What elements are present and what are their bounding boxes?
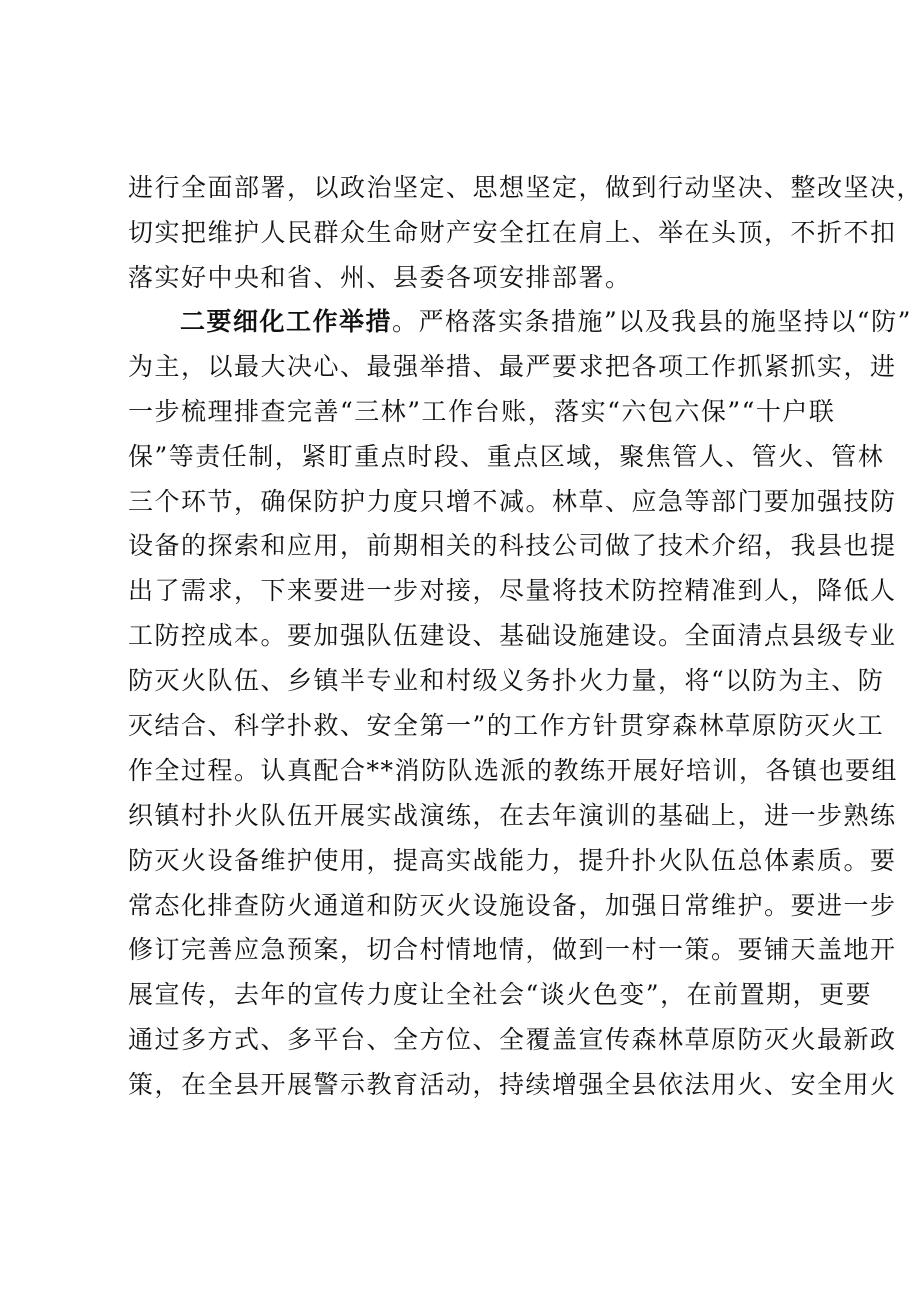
paragraph-line: 保”等责任制，紧盯重点时段、重点区域，聚焦管人、管火、管林 <box>128 441 885 471</box>
paragraph-line: 灭结合、科学扑救、安全第一”的工作方针贯穿森林草原防灭火工 <box>128 711 885 741</box>
paragraph-line: 常态化排查防火通道和防灭火设施设备，加强日常维护。要进一步 <box>128 890 897 920</box>
paragraph-line: 三个环节，确保防护力度只增不减。林草、应急等部门要加强技防 <box>128 486 897 516</box>
paragraph-line: 出了需求，下来要进一步对接，尽量将技术防控精准到人，降低人 <box>128 576 897 606</box>
paragraph-line: 进行全面部署，以政治坚定、思想坚定，做到行动坚决、整改坚决， <box>128 173 923 202</box>
paragraph-line: 织镇村扑火队伍开展实战演练，在去年演训的基础上，进一步熟练 <box>128 800 897 830</box>
first-line-text: 。严格落实条措施”以及我县的施坚持以“防” <box>392 307 912 336</box>
paragraph-line: 落实好中央和省、州、县委各项安排部署。 <box>128 262 632 292</box>
paragraph-line: 工防控成本。要加强队伍建设、基础设施建设。全面清点县级专业 <box>128 621 897 651</box>
section-heading: 二要细化工作举措 <box>180 307 393 336</box>
paragraph-line: 通过多方式、多平台、全方位、全覆盖宣传森林草原防灭火最新政 <box>128 1025 897 1055</box>
paragraph-line: 为主，以最大决心、最强举措、最严要求把各项工作抓紧抓实，进 <box>128 351 897 381</box>
paragraph-first-line <box>128 300 912 345</box>
paragraph-line: 展宣传，去年的宣传力度让全社会“谈火色变”，在前置期，更要 <box>128 980 873 1010</box>
paragraph-line: 防灭火队伍、乡镇半专业和村级义务扑火力量，将“以防为主、防 <box>128 666 885 696</box>
paragraph-line: 作全过程。认真配合**消防队选派的教练开展好培训，各镇也要组 <box>128 755 899 785</box>
paragraph-line: 设备的探索和应用，前期相关的科技公司做了技术介绍，我县也提 <box>128 531 897 561</box>
paragraph-line: 切实把维护人民群众生命财产安全扛在肩上、举在头顶，不折不扣 <box>128 217 897 247</box>
paragraph-line: 一步梳理排查完善“三林”工作台账，落实“六包六保”“十户联 <box>128 396 836 426</box>
paragraph-1 <box>128 166 923 301</box>
paragraph-line: 修订完善应急预案，切合村情地情，做到一村一策。要铺天盖地开 <box>128 935 897 965</box>
paragraph-2 <box>128 300 912 1108</box>
paragraph-line: 策，在全县开展警示教育活动，持续增强全县依法用火、安全用火 <box>128 1070 897 1100</box>
paragraph-line: 防灭火设备维护使用，提高实战能力，提升扑火队伍总体素质。要 <box>128 845 897 875</box>
